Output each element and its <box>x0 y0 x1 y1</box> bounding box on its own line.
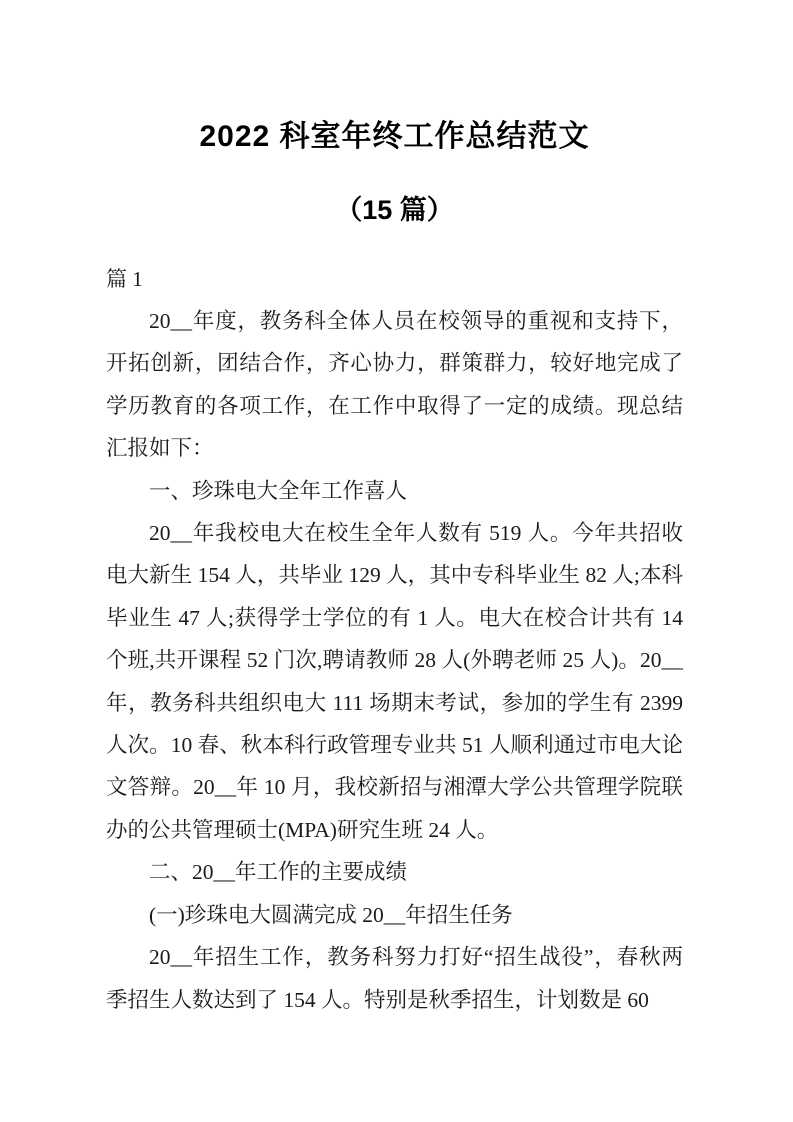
document-title: 2022 科室年终工作总结范文 <box>199 120 590 153</box>
paragraph-enrollment: 20__年招生工作，教务科努力打好“招生战役”，春秋两季招生人数达到了 154 人。特别是秋季招生，计划数是 60 <box>106 945 683 1012</box>
paragraph-subheading-1: (一)珍珠电大圆满完成 20__年招生任务 <box>149 902 513 927</box>
paragraph-heading-1: 一、珍珠电大全年工作喜人 <box>149 478 408 503</box>
paragraph-heading-2: 二、20__年工作的主要成绩 <box>149 860 408 885</box>
paragraph-stats: 20__年我校电大在校生全年人数有 519 人。今年共招收电大新生 154 人，共毕业 129 人，其中专科毕业生 82 人;本科毕业生 47 人;获得学士学位的有 1 人。电大在校合计共有 14 个班,共开课程 52 门次,聘请教师 28 人(外聘老师 25 人)。20__年，教务科共组织电大 111 场期末考试，参加的学生有 2399 人次。10 春、秋本科行政管理专业共 51 人顺利通过市电大论文答辩。20__年 10 月，我校新招与湘潭大学公共管理学院联办的公共管理硕士(MPA)研究生班 24 人。 <box>106 521 683 842</box>
paragraph-intro: 20__年度，教务科全体人员在校领导的重视和支持下，开拓创新，团结合作，齐心协力，群策群力，较好地完成了学历教育的各项工作，在工作中取得了一定的成绩。现总结汇报如下： <box>106 309 683 461</box>
document-subtitle: （15 篇） <box>335 195 454 225</box>
section-label: 篇 1 <box>106 267 143 291</box>
